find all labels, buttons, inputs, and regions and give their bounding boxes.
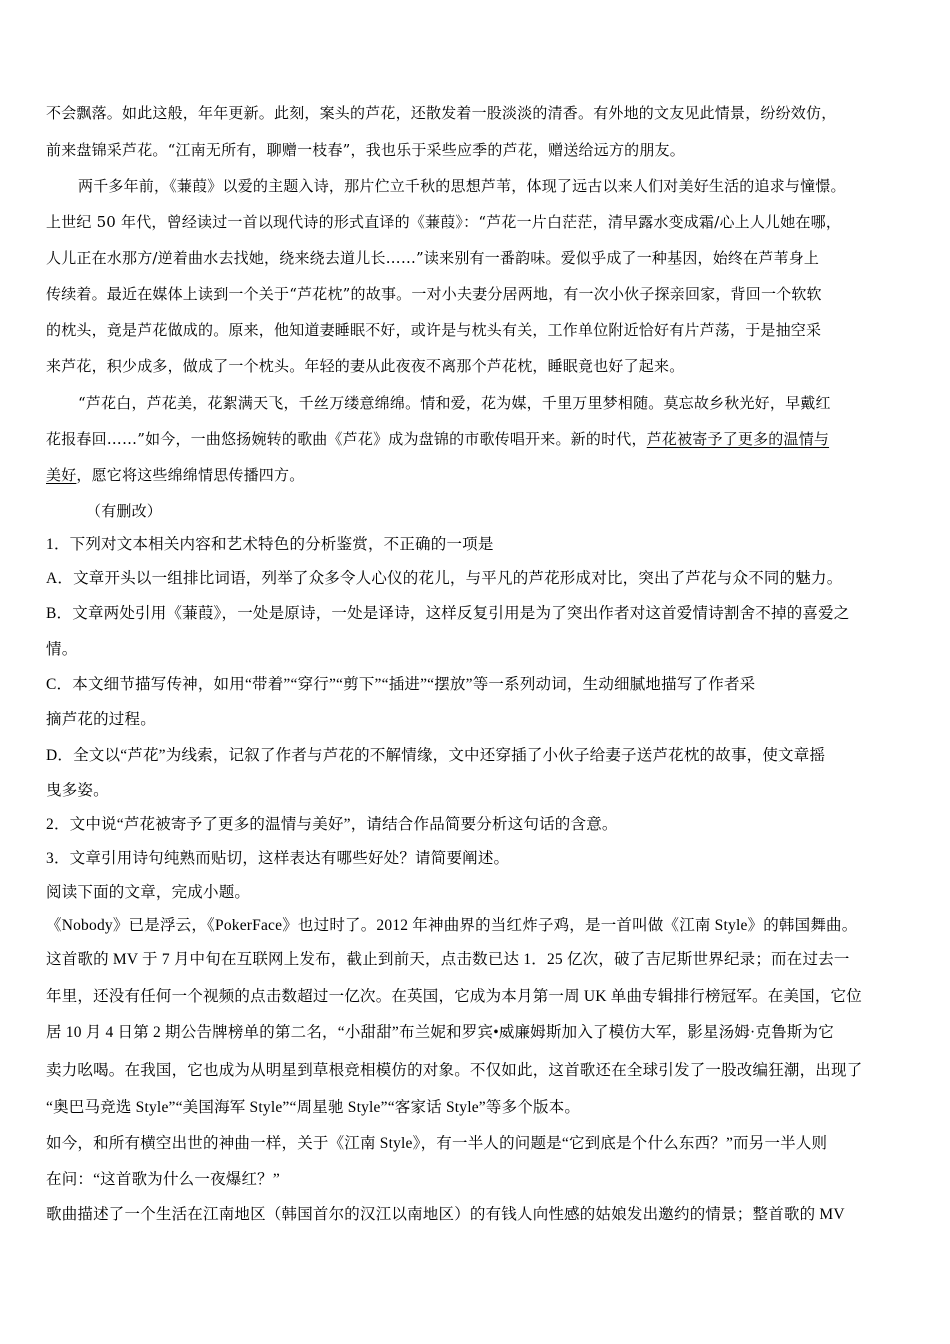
essay-p3-line-2 <box>46 429 829 449</box>
option-d-line-2: 曳多姿。 <box>46 782 109 799</box>
underlined-quote-part-1: 芦花被寄予了更多的温情与 <box>646 430 830 448</box>
essay-p1-line-1: 不会飘落。如此这般，年年更新。此刻，案头的芦花，还散发着一股淡淡的清香。有外地的文友见此情景，纷纷效仿， <box>46 104 837 122</box>
reading2-p1-line-5: 卖力吆喝。在我国，它也成为从明星到草根竞相模仿的对象。不仅如此，这首歌还在全球引发了一股改编狂潮，出现了 <box>46 1062 863 1079</box>
option-c-line-2: 摘芦花的过程。 <box>46 711 156 728</box>
option-b-line-1: B．文章两处引用《蒹葭》，一处是原诗，一处是译诗，这样反复引用是为了突出作者对这首爱情诗割舍不掉的喜爱之 <box>46 605 850 622</box>
reading2-p2-line-1: 如今，和所有横空出世的神曲一样，关于《江南 Style》，有一半人的问题是“它到底是个什么东西？”而另一半人则 <box>46 1135 828 1152</box>
option-d-line-1: D．全文以“芦花”为线索，记叙了作者与芦花的不解情缘，文中还穿插了小伙子给妻子送芦花枕的故事，使文章摇 <box>46 747 826 764</box>
reading2-intro: 阅读下面的文章，完成小题。 <box>46 884 251 901</box>
essay-p2-line-5: 的枕头，竟是芦花做成的。原来，他知道妻睡眠不好，或许是与枕头有关，工作单位附近恰好有片芦荡，于是抽空采 <box>46 321 822 339</box>
reading2-p1-line-6: “奥巴马竞选 Style”“美国海军 Style”“周星驰 Style”“客家话 Style”等多个版本。 <box>46 1099 581 1116</box>
essay-p3-line-1: “芦花白，芦花美，花絮满天飞，千丝万缕意绵绵。情和爱，花为媒，千里万里梦相随。莫忘故乡秋光好，早戴红 <box>78 394 831 412</box>
source-note: （有删改） <box>86 502 163 520</box>
question-3: 3．文章引用诗句纯熟而贴切，这样表达有哪些好处？请简要阐述。 <box>46 850 510 867</box>
essay-p3-line-3-text: ，愿它将这些绵绵情思传播四方。 <box>76 466 305 484</box>
essay-p2-line-1: 两千多年前，《蒹葭》以爱的主题入诗，那片伫立千秋的思想芦苇，体现了远古以来人们对美好生活的追求与憧憬。 <box>78 177 846 195</box>
reading2-p1-line-4: 居 10 月 4 日第 2 期公告牌榜单的第二名，“小甜甜”布兰妮和罗宾•威廉姆斯加入了模仿大军，影星汤姆·克鲁斯为它 <box>46 1024 834 1041</box>
reading2-p1-line-3: 年里，还没有任何一个视频的点击数超过一亿次。在英国，它成为本月第一周 UK 单曲专辑排行榜冠军。在美国，它位 <box>46 988 862 1005</box>
option-c-line-1: C．本文细节描写传神，如用“带着”“穿行”“剪下”“插进”“摆放”等一系列动词，生动细腻地描写了作者采 <box>46 676 756 693</box>
question-1: 1．下列对文本相关内容和艺术特色的分析鉴赏，不正确的一项是 <box>46 536 494 553</box>
option-b-line-2: 情。 <box>46 641 78 658</box>
underlined-quote-part-2: 美好 <box>46 466 77 484</box>
reading2-p3-line-1: 歌曲描述了一个生活在江南地区（韩国首尔的汉江以南地区）的有钱人向性感的姑娘发出邀约的情景；整首歌的 MV <box>46 1206 845 1223</box>
essay-p2-line-2: 上世纪 50 年代，曾经读过一首以现代诗的形式直译的《蒹葭》：“芦花一片白茫茫，清早露水变成霜/心上人儿她在哪， <box>46 213 842 231</box>
essay-p2-line-4: 传续着。最近在媒体上读到一个关于“芦花枕”的故事。一对小夫妻分居两地，有一次小伙子探亲回家，背回一个软软 <box>46 285 822 303</box>
essay-p2-line-6: 来芦花，积少成多，做成了一个枕头。年轻的妻从此夜夜不离那个芦花枕，睡眠竟也好了起来。 <box>46 357 685 375</box>
reading2-p2-line-2: 在问：“这首歌为什么一夜爆红？” <box>46 1171 280 1188</box>
essay-p2-line-3: 人儿正在水那方/逆着曲水去找她，绕来绕去道儿长……”读来别有一番韵味。爱似乎成了一种基因，始终在芦苇身上 <box>46 249 820 267</box>
essay-p1-line-2: 前来盘锦采芦花。“江南无所有，聊赠一枝春”，我也乐于采些应季的芦花，赠送给远方的朋友。 <box>46 141 685 159</box>
essay-p3-line-3 <box>46 465 304 485</box>
question-2: 2．文中说“芦花被寄予了更多的温情与美好”，请结合作品简要分析这句话的含意。 <box>46 816 618 833</box>
reading2-p1-line-1: 《Nobody》已是浮云，《PokerFace》也过时了。2012 年神曲界的当红炸子鸡，是一首叫做《江南 Style》的韩国舞曲。 <box>46 917 858 934</box>
essay-p3-line-2-text: 花报春回……”如今，一曲悠扬婉转的歌曲《芦花》成为盘锦的市歌传唱开来。新的时代， <box>46 430 647 448</box>
option-a: A．文章开头以一组排比词语，列举了众多令人心仪的花儿，与平凡的芦花形成对比，突出了芦花与众不同的魅力。 <box>46 570 843 587</box>
reading2-p1-line-2: 这首歌的 MV 于 7 月中旬在互联网上发布，截止到前天，点击数已达 1．25 亿次，破了吉尼斯世界纪录；而在过去一 <box>46 951 850 968</box>
